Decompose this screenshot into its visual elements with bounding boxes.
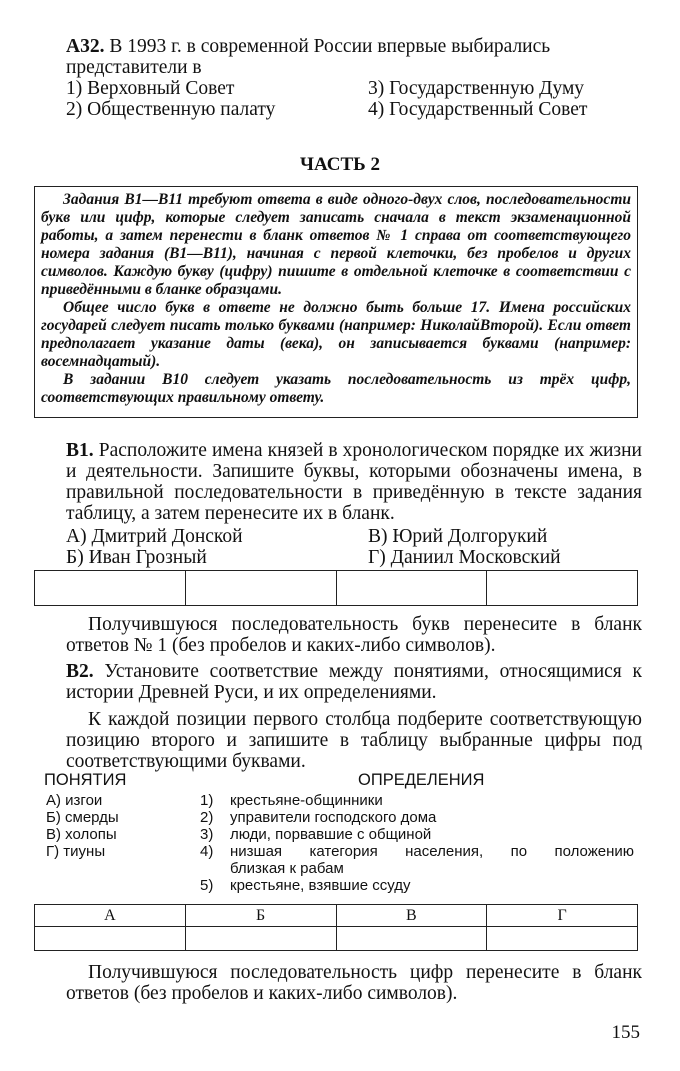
a32-option-4: 4) Государственный Совет: [368, 99, 588, 120]
def-num-2: 2): [200, 809, 214, 826]
def-num-1: 1): [200, 792, 214, 809]
b1-options: [66, 526, 642, 568]
term-b: Б) смерды: [46, 809, 119, 826]
a32-text: А32. В 1993 г. в современной России впервые выбирались представители в: [66, 36, 551, 78]
def-num-3: 3): [200, 826, 214, 843]
term-g: Г) тиуны: [46, 843, 106, 860]
def-3: люди, порвавшие с общиной: [230, 826, 432, 843]
def-num-4: 4): [200, 843, 214, 860]
b1-label: В1.: [66, 440, 94, 461]
b2-after-text: Получившуюся последовательность цифр перенесите в бланк ответов (без пробелов и каких-либо символов).: [66, 962, 642, 1004]
b1-answer-cell[interactable]: [336, 571, 487, 606]
b2-text2: К каждой позиции первого столбца подберите соответствующую позицию второго и запишите в таблицу выбранные цифры под соответствующими буквами.: [66, 709, 642, 772]
instructions-p2: Общее число букв в ответе не должно быть больше 17. Имена российских государей следует писать только буквами (например: НиколайВторой). Если ответ предполагает указание даты (века), он записывается буквами (например: восемнадцатый).: [41, 299, 631, 370]
def-4: низшая категория населения, по положению: [230, 843, 634, 860]
a32-option-2: 2) Общественную палату: [66, 99, 276, 120]
b1-option-a: А) Дмитрий Донской: [66, 526, 243, 547]
page-number: 155: [611, 1022, 640, 1043]
instructions-p3: В задании В10 следует указать последовательность из трёх цифр, соответствующих правильному ответу.: [41, 371, 631, 406]
b1-after: [66, 614, 642, 656]
a32-option-3: 3) Государственную Думу: [368, 78, 585, 99]
b1-option-b: Б) Иван Грозный: [66, 547, 207, 568]
b1-answer-cell[interactable]: [487, 571, 638, 606]
question-b2: [66, 661, 642, 772]
a32-options: [66, 78, 642, 120]
term-a: А) изгои: [46, 792, 103, 809]
b2-label: В2.: [66, 661, 94, 682]
def-num-5: 5): [200, 877, 214, 894]
terms-header: ПОНЯТИЯ: [44, 771, 127, 789]
b2-answer-cell[interactable]: [35, 927, 186, 951]
b2-after: [66, 962, 642, 1004]
instructions-box: [34, 186, 638, 418]
b2-answer-cell[interactable]: [185, 927, 336, 951]
instructions-p1: Задания В1—В11 требуют ответа в виде одного-двух слов, последовательности букв или цифр, которые следует записать сначала в текст экзаменационной работы, а затем перенести в бланк ответов № 1 справа от соответствующего номера задания (В1—В11), начиная с первой клеточки, без пробелов и других символов. Каждую букву (цифру) пишите в отдельной клеточке в соответствии с приведёнными в бланке образцами.: [41, 191, 631, 298]
b1-option-v: В) Юрий Долгорукий: [368, 526, 548, 547]
b1-answer-table: [34, 570, 638, 606]
b1-answer-cell[interactable]: [35, 571, 186, 606]
def-5: крестьяне, взявшие ссуду: [230, 877, 411, 894]
def-1: крестьяне-общинники: [230, 792, 383, 809]
b2-header-b: Б: [185, 905, 336, 927]
b2-header-v: В: [336, 905, 487, 927]
b2-text: В2. Установите соответствие между понятиями, относящимися к истории Древней Руси, и их определениями.: [66, 661, 642, 703]
b1-after-text: Получившуюся последовательность букв перенесите в бланк ответов № 1 (без пробелов и каких-либо символов).: [66, 614, 642, 656]
b2-answer-table: [34, 904, 638, 951]
term-v: В) холопы: [46, 826, 117, 843]
a32-label: А32.: [66, 36, 105, 57]
b1-text: В1. Расположите имена князей в хронологическом порядке их жизни и деятельности. Запишите буквы, которыми обозначены имена, в правильной последовательности в приведённую в тексте задания таблицу, а затем перенесите их в бланк.: [66, 440, 642, 524]
question-b1: [66, 440, 642, 568]
b2-header-a: А: [35, 905, 186, 927]
b2-answer-cell[interactable]: [336, 927, 487, 951]
b2-header-g: Г: [487, 905, 638, 927]
b1-answer-cell[interactable]: [185, 571, 336, 606]
a32-option-1: 1) Верховный Совет: [66, 78, 235, 99]
question-a32: [66, 36, 642, 120]
part2-title: ЧАСТЬ 2: [300, 154, 380, 175]
b2-answer-cell[interactable]: [487, 927, 638, 951]
def-2: управители господского дома: [230, 809, 437, 826]
b1-option-g: Г) Даниил Московский: [368, 547, 561, 568]
def-4-cont: близкая к рабам: [230, 860, 344, 877]
defs-header: ОПРЕДЕЛЕНИЯ: [358, 771, 485, 789]
